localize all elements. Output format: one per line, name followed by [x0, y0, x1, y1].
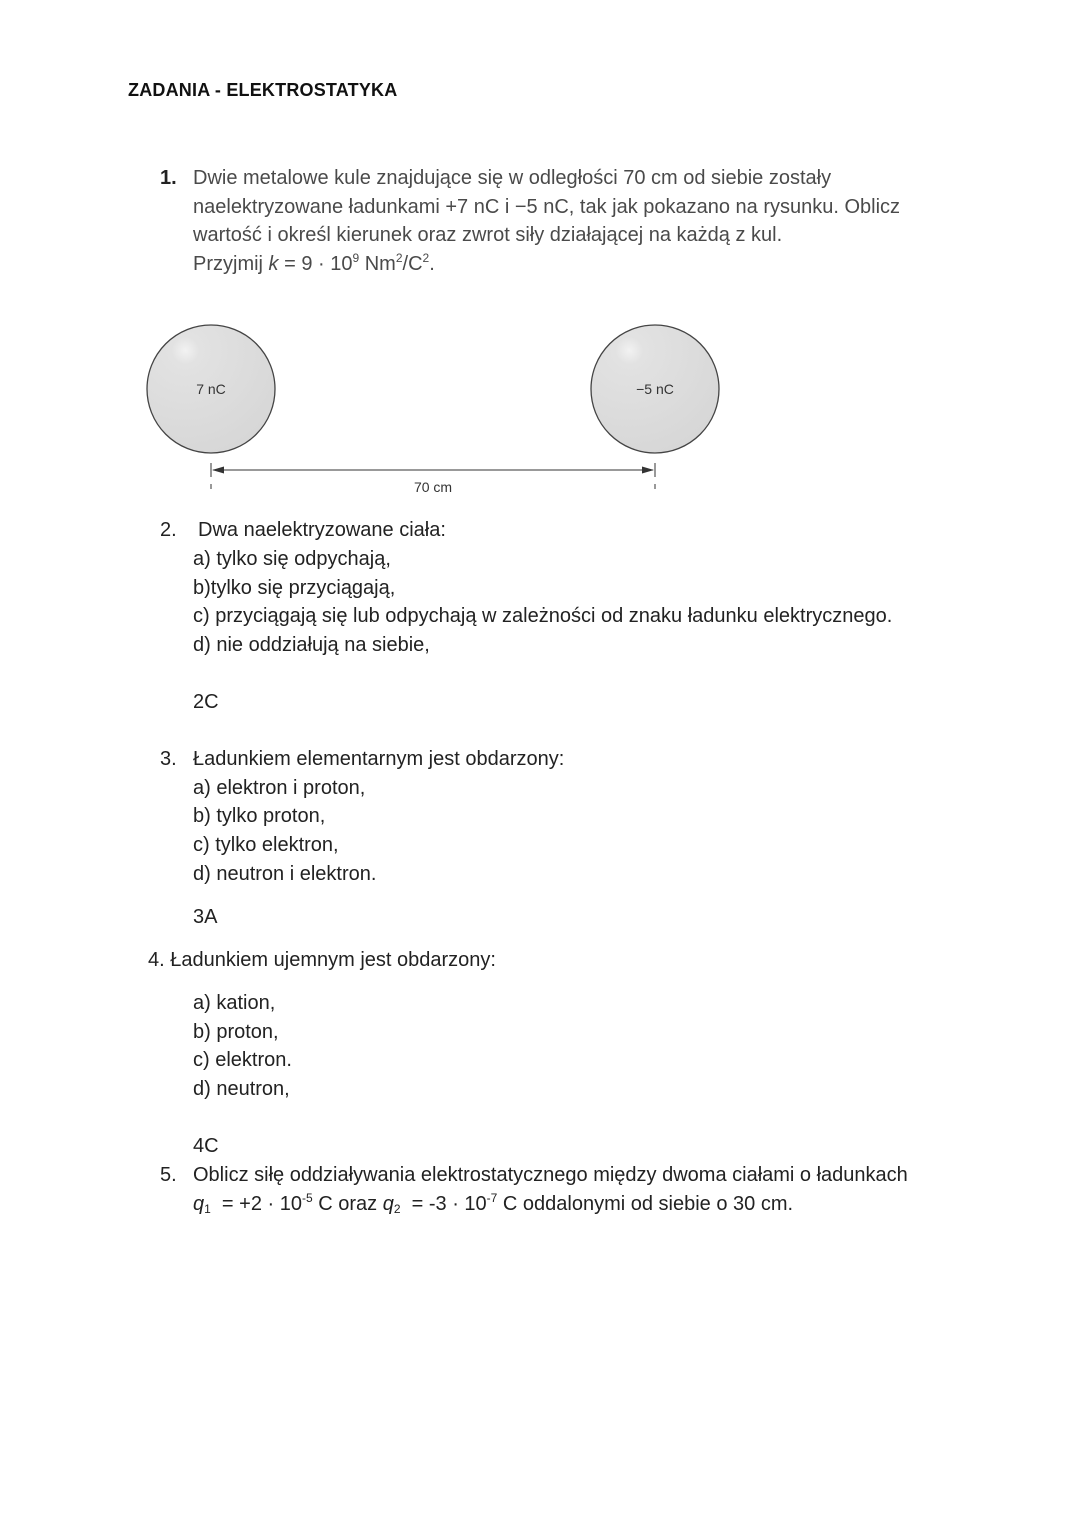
- q5-q2-var: q: [382, 1193, 394, 1215]
- q2-question: Dwa naelektryzowane ciała:: [198, 519, 446, 541]
- q1-line-2: naelektryzowane ładunkami +7 nC i −5 nC, tak jak pokazano na rysunku. Oblicz: [193, 196, 901, 218]
- q3-option-b: b) tylko proton,: [193, 805, 326, 827]
- q2-option-d: d) nie oddziałują na siebie,: [193, 634, 430, 656]
- right-sphere: [591, 325, 719, 453]
- q5-q1-sub: 1: [204, 1202, 211, 1216]
- q3-option-c: c) tylko elektron,: [193, 834, 339, 856]
- q4-option-c: c) elektron.: [193, 1049, 292, 1071]
- q5-mid: C oraz: [312, 1193, 383, 1215]
- q3-option-a: a) elektron i proton,: [193, 777, 366, 799]
- q5-q1-var: q: [193, 1193, 205, 1215]
- q5-number: 5.: [160, 1164, 177, 1186]
- q5-line-2: [193, 1190, 793, 1219]
- q4-option-b: b) proton,: [193, 1021, 279, 1043]
- q1-line-3: wartość i określ kierunek oraz zwrot siły działającej na każdą z kul.: [193, 224, 783, 246]
- q5-line-1: Oblicz siłę oddziaływania elektrostatycznego między dwoma ciałami o ładunkach: [193, 1164, 908, 1186]
- q1-k-prefix: Przyjmij: [193, 253, 269, 275]
- q1-k-eq: = 9 · 10: [278, 253, 353, 275]
- q3-answer: 3A: [193, 906, 218, 928]
- q1-k-var: k: [268, 253, 279, 275]
- q3-question: Ładunkiem elementarnym jest obdarzony:: [193, 748, 565, 770]
- q3-number: 3.: [160, 748, 177, 770]
- q4-option-a: a) kation,: [193, 992, 276, 1014]
- q2-number: 2.: [160, 519, 177, 541]
- q2-option-c: c) przyciągają się lub odpychają w zależności od znaku ładunku elektrycznego.: [193, 605, 893, 627]
- q1-k-end: .: [429, 253, 435, 275]
- q3-option-d: d) neutron i elektron.: [193, 863, 377, 885]
- right-charge-label: −5 nC: [636, 381, 674, 397]
- left-sphere: [147, 325, 275, 453]
- q4-answer: 4C: [193, 1135, 219, 1157]
- q5-q1-val: = +2 · 10: [210, 1193, 302, 1215]
- q5-q2-exp: -7: [486, 1191, 498, 1205]
- q1-k-exp: 9: [352, 251, 360, 265]
- q1-k-unit-exp: 2: [395, 251, 403, 265]
- page-title: ZADANIA - ELEKTROSTATYKA: [128, 80, 398, 100]
- q1-k-unit2-exp: 2: [422, 251, 430, 265]
- charges-diagram: [0, 0, 1080, 510]
- q5-end: C oddalonymi od siebie o 30 cm.: [497, 1193, 794, 1215]
- q2-option-a: a) tylko się odpychają,: [193, 548, 391, 570]
- q2-option-b: b)tylko się przyciągają,: [193, 577, 396, 599]
- q1-k-unit2: /C: [402, 253, 423, 275]
- q4-question: 4. Ładunkiem ujemnym jest obdarzony:: [148, 949, 496, 971]
- distance-label: 70 cm: [413, 479, 453, 495]
- q1-k-unit: Nm: [359, 253, 396, 275]
- q2-answer: 2C: [193, 691, 219, 713]
- q4-option-d: d) neutron,: [193, 1078, 290, 1100]
- distance-arrow: [211, 463, 655, 495]
- left-charge-label: 7 nC: [196, 381, 226, 397]
- q1-number: 1.: [160, 167, 177, 189]
- q5-q2-val: = -3 · 10: [400, 1193, 487, 1215]
- q5-q1-exp: -5: [301, 1191, 313, 1205]
- q5-q2-sub: 2: [393, 1202, 401, 1216]
- q1-line-1: Dwie metalowe kule znajdujące się w odległości 70 cm od siebie zostały: [193, 167, 832, 189]
